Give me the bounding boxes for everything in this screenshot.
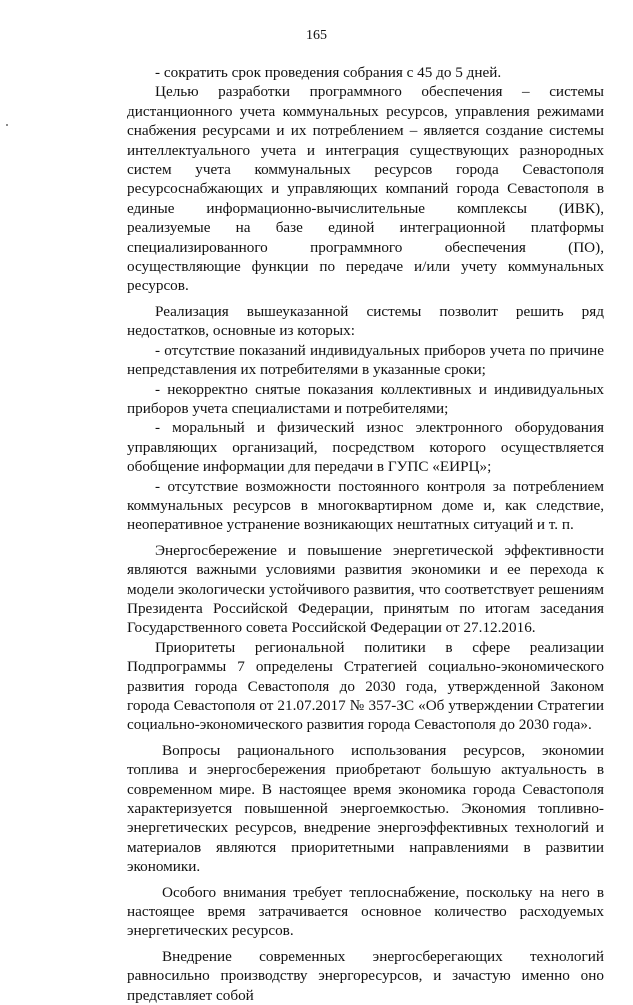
list-item-missing-readings: - отсутствие показаний индивидуальных приборов учета по причине непредставления их потребителями в указанные сроки;: [127, 341, 604, 379]
paragraph-shorten-meeting-term: - сократить срок проведения собрания с 45 до 5 дней.: [155, 64, 502, 81]
paragraph-energy-saving: Энергосбережение и повышение энергетической эффективности являются важными условиями развития экономики и ее перехода к модели экологически устойчивого развития, что соответствует решениям Президента Российской Федерации, принятым по итогам заседания Государственного совета Российской Федерации от 27.12.2016.: [127, 541, 604, 637]
paragraph-resource-use: Вопросы рационального использования ресурсов, экономии топлива и энергосбережения приобретают большую актуальность в современном мире. В настоящее время экономика города Севастополя характеризуется повышенной энергоемкостью. Экономия топливно-энергетических ресурсов, внедрение энергоэффективных технологий и материалов являются приоритетными направлениями в развитии экономики.: [127, 741, 604, 876]
document-body: [127, 63, 604, 1005]
paragraph-modern-technologies: Внедрение современных энергосберегающих технологий равносильно производству энергоресурсов, и зачастую именно оно представляет собой: [127, 947, 604, 1004]
margin-speck: [6, 124, 8, 126]
list-item-incorrect-readings: - некорректно снятые показания коллективных и индивидуальных приборов учета специалистами и потребителями;: [127, 380, 604, 417]
paragraph-regional-priorities: Приоритеты региональной политики в сфере реализации Подпрограммы 7 определены Стратегией социально-экономического развития города Севастополя до 2030 года, утвержденной Законом города Севастополя от 21.07.2017 № 357-ЗС «Об утверждении Стратегии социально-экономического развития города Севастополя до 2030 года».: [127, 638, 604, 734]
list-item-no-monitoring: - отсутствие возможности постоянного контроля за потреблением коммунальных ресурсов в многоквартирном доме и, как следствие, неоперативное устранение возникающих нештатных ситуаций и т. п.: [127, 477, 604, 534]
paragraph-software-goal: Целью разработки программного обеспечения – системы дистанционного учета коммунальных ресурсов, управления режимами снабжения ресурсами и их потреблением – является создание системы интеллектуального учета и интеграция существующих разнородных систем учета коммунальных ресурсов города Севастополя ресурсоснабжающих и управляющих компаний города Севастополя в единые информационно-вычислительные комплексы (ИВК), реализуемые на базе единой интеграционной платформы специализированного программного обеспечения (ПО), осуществляющие функции по передаче и/или учету коммунальных ресурсов.: [127, 83, 604, 295]
paragraph-heat-supply: Особого внимания требует теплоснабжение, поскольку на него в настоящее время затрачивается основное количество расходуемых энергетических ресурсов.: [127, 883, 604, 940]
paragraph-system-benefits-intro: Реализация вышеуказанной системы позволит решить ряд недостатков, основные из которых:: [127, 302, 604, 340]
list-item-equipment-wear: - моральный и физический износ электронного оборудования управляющих организаций, посредством которого осуществляется обобщение информации для передачи в ГУПС «ЕИРЦ»;: [127, 419, 604, 476]
page-number: 165: [306, 28, 327, 43]
